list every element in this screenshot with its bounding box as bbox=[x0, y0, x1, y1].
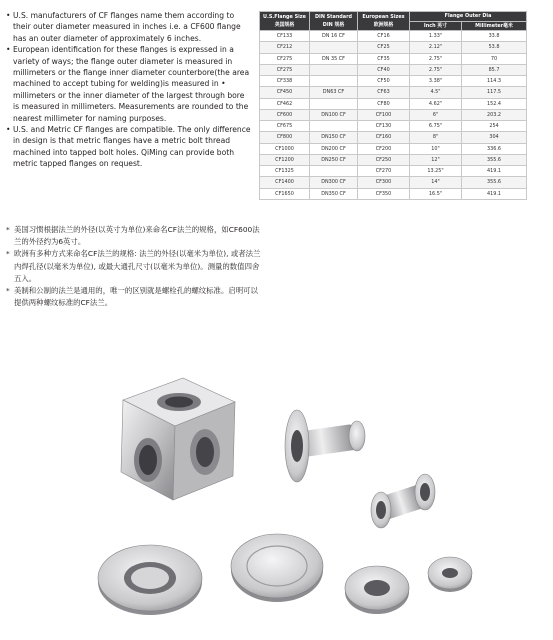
table-cell: 12" bbox=[410, 154, 462, 165]
table-cell: DN350 CF bbox=[310, 188, 358, 199]
table-row bbox=[260, 143, 527, 154]
table-cell: CF450 bbox=[260, 87, 310, 98]
table-cell: CF1400 bbox=[260, 177, 310, 188]
table-cell: CF133 bbox=[260, 31, 310, 42]
table-cell bbox=[310, 166, 358, 177]
table-cell: 10" bbox=[410, 143, 462, 154]
header-din-en: DIN Standard bbox=[314, 14, 353, 20]
english-note: • European identification for these flanges is expressed in a variety of ways; the flange outer diameter is measured in millimeters or the flange inner diameter counterbore(the area machined to accept tubing for welding)is measured in • millimeters or the inner diameter of the largest through bore is measured in millimeters. Measurements are rounded to the nearest millimeter for naming purposes. bbox=[6, 44, 252, 124]
table-cell: DN150 CF bbox=[310, 132, 358, 143]
table-cell: 419.1 bbox=[462, 166, 527, 177]
table-cell: 3.38" bbox=[410, 76, 462, 87]
blank-flange bbox=[231, 534, 323, 602]
table-cell: 304 bbox=[462, 132, 527, 143]
table-cell: 6" bbox=[410, 109, 462, 120]
table-cell bbox=[310, 42, 358, 53]
header-eu-cn: 欧洲规格 bbox=[373, 22, 394, 28]
table-cell: CF675 bbox=[260, 121, 310, 132]
rotatable-bored-flange bbox=[98, 545, 202, 615]
chinese-note: * 欧洲有多种方式来命名CF法兰的规格: 法兰的外径(以毫米为单位), 或者法兰内焊孔径(以毫米为单位), 或最大通孔尺寸(以毫米为单位)。测量的数值四舍五入。 bbox=[6, 248, 262, 285]
table-row bbox=[260, 31, 527, 42]
table-row bbox=[260, 188, 527, 199]
header-eu-en: European Sizes bbox=[362, 14, 405, 20]
table-row bbox=[260, 87, 527, 98]
table-cell: CF800 bbox=[260, 132, 310, 143]
table-row bbox=[260, 98, 527, 109]
table-row bbox=[260, 177, 527, 188]
table-cell: CF25 bbox=[358, 42, 410, 53]
six-way-cube-fitting bbox=[121, 378, 235, 500]
table-cell bbox=[310, 64, 358, 75]
table-cell: CF1000 bbox=[260, 143, 310, 154]
table-cell: CF1650 bbox=[260, 188, 310, 199]
table-cell: CF100 bbox=[358, 109, 410, 120]
table-cell bbox=[310, 121, 358, 132]
table-cell: DN200 CF bbox=[310, 143, 358, 154]
flange-size-table bbox=[259, 11, 527, 200]
table-cell: CF130 bbox=[358, 121, 410, 132]
table-row bbox=[260, 154, 527, 165]
table-cell: 2.75" bbox=[410, 64, 462, 75]
table-cell: 8" bbox=[410, 132, 462, 143]
table-cell: 4.62" bbox=[410, 98, 462, 109]
table-cell: CF270 bbox=[358, 166, 410, 177]
header-eu bbox=[358, 12, 410, 31]
header-mm: Millimeter毫米 bbox=[462, 21, 527, 31]
table-cell: 254 bbox=[462, 121, 527, 132]
flanged-tube-reducer bbox=[285, 410, 365, 482]
table-row bbox=[260, 64, 527, 75]
table-cell: 117.5 bbox=[462, 87, 527, 98]
table-row bbox=[260, 76, 527, 87]
table-cell: 355.6 bbox=[462, 154, 527, 165]
table-cell: CF462 bbox=[260, 98, 310, 109]
table-cell: 13.25" bbox=[410, 166, 462, 177]
header-din bbox=[310, 12, 358, 31]
header-us-size-cn: 美国规格 bbox=[274, 22, 295, 28]
bored-flange-medium bbox=[345, 566, 409, 614]
table-cell: CF600 bbox=[260, 109, 310, 120]
english-notes bbox=[6, 10, 252, 170]
table-cell: 33.8 bbox=[462, 31, 527, 42]
table-cell: DN63 CF bbox=[310, 87, 358, 98]
table-cell: CF250 bbox=[358, 154, 410, 165]
chinese-note: * 美国习惯根据法兰的外径(以英寸为单位)来命名CF法兰的规格，如CF600法兰的外径约为6英寸。 bbox=[6, 224, 262, 248]
chinese-notes bbox=[6, 224, 262, 309]
table-cell: DN250 CF bbox=[310, 154, 358, 165]
header-outer-dia: Flange Outer Dia bbox=[410, 12, 527, 22]
table-cell: DN300 CF bbox=[310, 177, 358, 188]
table-cell: CF275 bbox=[260, 53, 310, 64]
table-cell: 6.75" bbox=[410, 121, 462, 132]
table-cell: CF200 bbox=[358, 143, 410, 154]
table-row bbox=[260, 109, 527, 120]
table-cell: CF1325 bbox=[260, 166, 310, 177]
table-cell: 355.6 bbox=[462, 177, 527, 188]
table-row bbox=[260, 53, 527, 64]
table-cell: CF16 bbox=[358, 31, 410, 42]
double-flange-nipple bbox=[371, 474, 435, 528]
table-cell: CF1200 bbox=[260, 154, 310, 165]
header-us-size bbox=[260, 12, 310, 31]
table-cell: CF212 bbox=[260, 42, 310, 53]
table-cell: 2.12" bbox=[410, 42, 462, 53]
table-cell: 114.3 bbox=[462, 76, 527, 87]
table-cell bbox=[310, 76, 358, 87]
table-row bbox=[260, 42, 527, 53]
header-us-size-en: U.S.Flange Size bbox=[263, 14, 306, 20]
english-note: • U.S. manufacturers of CF flanges name them according to their outer diameter measured in inches i.e. a CF600 flange has an outer diameter of approximately 6 inches. bbox=[6, 10, 252, 44]
table-cell: 2.75" bbox=[410, 53, 462, 64]
table-cell: CF40 bbox=[358, 64, 410, 75]
table-body bbox=[260, 31, 527, 200]
table-cell: 70 bbox=[462, 53, 527, 64]
table-cell: CF63 bbox=[358, 87, 410, 98]
header-inch: Inch 英寸 bbox=[410, 21, 462, 31]
table-cell bbox=[310, 98, 358, 109]
table-cell: CF275 bbox=[260, 64, 310, 75]
table-cell: 53.8 bbox=[462, 42, 527, 53]
table-cell: 14" bbox=[410, 177, 462, 188]
bored-flange-small bbox=[428, 557, 472, 592]
table-cell: CF80 bbox=[358, 98, 410, 109]
table-cell: 336.6 bbox=[462, 143, 527, 154]
table-cell: CF35 bbox=[358, 53, 410, 64]
table-cell: CF50 bbox=[358, 76, 410, 87]
table-cell: 16.5" bbox=[410, 188, 462, 199]
table-cell: DN 16 CF bbox=[310, 31, 358, 42]
table-row bbox=[260, 121, 527, 132]
cf-flanges-product-photo bbox=[95, 350, 485, 635]
table-cell: 4.5" bbox=[410, 87, 462, 98]
table-cell: 1.33" bbox=[410, 31, 462, 42]
table-cell: 203.2 bbox=[462, 109, 527, 120]
table-row bbox=[260, 166, 527, 177]
table-cell: CF160 bbox=[358, 132, 410, 143]
header-din-cn: DIN 规格 bbox=[322, 22, 345, 28]
table-cell: CF300 bbox=[358, 177, 410, 188]
table-cell: 419.1 bbox=[462, 188, 527, 199]
english-note: • U.S. and Metric CF flanges are compatible. The only difference in design is that metric flanges have a metric bolt thread machined into tapped bolt holes. QiMing can provide both metric tapped flanges on request. bbox=[6, 124, 252, 170]
table-cell: DN 35 CF bbox=[310, 53, 358, 64]
table-cell: CF338 bbox=[260, 76, 310, 87]
table-row bbox=[260, 132, 527, 143]
table-cell: 152.4 bbox=[462, 98, 527, 109]
table-cell: DN100 CF bbox=[310, 109, 358, 120]
chinese-note: * 美制和公制的法兰是通用的，唯一的区别就是螺栓孔的螺纹标准。启明可以提供两种螺纹标准的CF法兰。 bbox=[6, 285, 262, 309]
table-cell: CF350 bbox=[358, 188, 410, 199]
table-cell: 85.7 bbox=[462, 64, 527, 75]
